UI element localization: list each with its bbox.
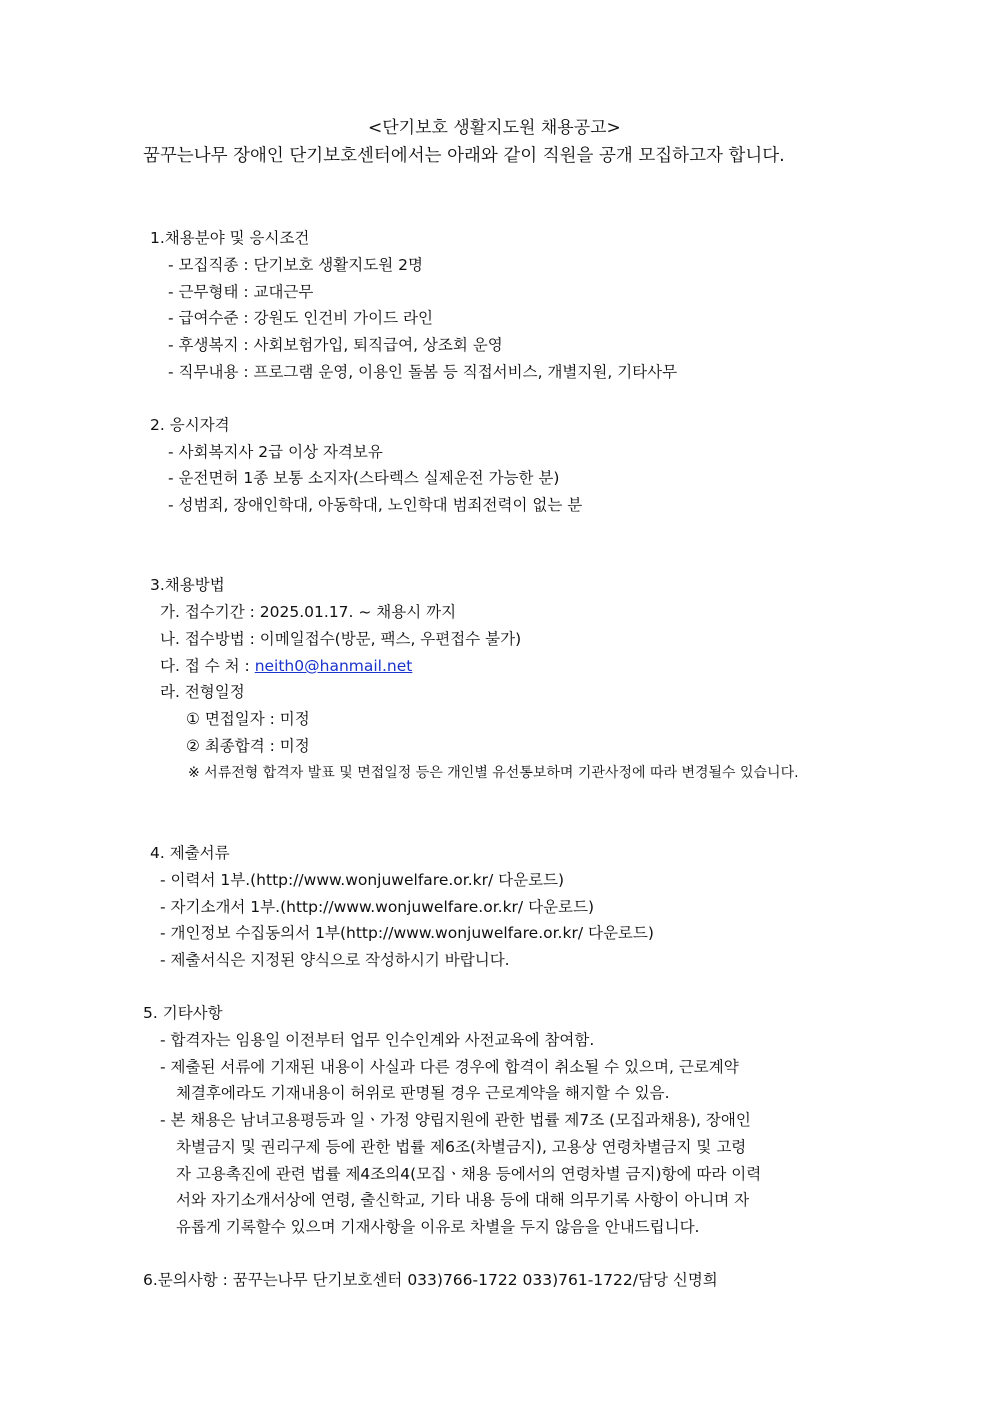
- section4-heading: 4. 제출서류: [150, 844, 230, 862]
- document-subtitle: 꿈꾸는나무 장애인 단기보호센터에서는 아래와 같이 직원을 공개 모집하고자 합니다.: [143, 146, 785, 166]
- section5-line: 서와 자기소개서상에 연령, 출신학교, 기타 내용 등에 대해 의무기록 사항이 아니며 자: [176, 1191, 750, 1209]
- section2-item: - 성범죄, 장애인학대, 아동학대, 노인학대 범죄전력이 없는 분: [168, 496, 583, 514]
- section4-item: - 개인정보 수집동의서 1부(http://www.wonjuwelfare.or.kr/ 다운로드): [160, 924, 654, 942]
- section2-heading: 2. 응시자격: [150, 416, 230, 434]
- section5-line: - 제출된 서류에 기재된 내용이 사실과 다른 경우에 합격이 취소될 수 있으며, 근로계약: [160, 1058, 739, 1076]
- section5-heading: 5. 기타사항: [143, 1004, 223, 1022]
- application-place-label: 다. 접 수 처 :: [160, 657, 255, 675]
- section1-item: - 후생복지 : 사회보험가입, 퇴직급여, 상조회 운영: [168, 336, 503, 354]
- section4-item: - 자기소개서 1부.(http://www.wonjuwelfare.or.kr/ 다운로드): [160, 898, 595, 916]
- section2-item: - 운전면허 1종 보통 소지자(스타렉스 실제운전 가능한 분): [168, 469, 560, 487]
- application-period: 가. 접수기간 : 2025.01.17. ~ 채용시 까지: [160, 603, 457, 621]
- section1-item: - 급여수준 : 강원도 인건비 가이드 라인: [168, 309, 433, 327]
- application-method: 나. 접수방법 : 이메일접수(방문, 팩스, 우편접수 불가): [160, 630, 522, 648]
- section5-line: - 합격자는 임용일 이전부터 업무 인수인계와 사전교육에 참여함.: [160, 1031, 595, 1049]
- section5-line: 유롭게 기록할수 있으며 기재사항을 이유로 차별을 두지 않음을 안내드립니다.: [176, 1218, 700, 1236]
- schedule-item: ① 면접일자 : 미정: [186, 710, 310, 728]
- section5-line: 체결후에라도 기재내용이 허위로 판명될 경우 근로계약을 해지할 수 있음.: [176, 1084, 670, 1102]
- contact-info: 6.문의사항 : 꿈꾸는나무 단기보호센터 033)766-1722 033)761-1722/담당 신명희: [143, 1271, 718, 1289]
- schedule-heading: 라. 전형일정: [160, 683, 245, 701]
- schedule-item: ② 최종합격 : 미정: [186, 737, 310, 755]
- section5-line: - 본 채용은 남녀고용평등과 일ㆍ가정 양립지원에 관한 법률 제7조 (모집과채용), 장애인: [160, 1111, 751, 1129]
- section4-item: - 이력서 1부.(http://www.wonjuwelfare.or.kr/ 다운로드): [160, 871, 565, 889]
- section5-line: 자 고용촉진에 관련 법률 제4조의4(모집ㆍ채용 등에서의 연령차별 금지)항에 따라 이력: [176, 1165, 762, 1183]
- section1-item: - 근무형태 : 교대근무: [168, 283, 314, 301]
- email-link[interactable]: neith0@hanmail.net: [254, 657, 413, 675]
- section1-item: - 직무내용 : 프로그램 운영, 이용인 돌봄 등 직접서비스, 개별지원, 기타사무: [168, 363, 678, 381]
- section2-item: - 사회복지사 2급 이상 자격보유: [168, 443, 383, 461]
- section1-heading: 1.채용분야 및 응시조건: [150, 229, 310, 247]
- document-title: <단기보호 생활지도원 채용공고>: [368, 118, 621, 138]
- section4-item: - 제출서식은 지정된 양식으로 작성하시기 바랍니다.: [160, 951, 510, 969]
- section1-item: - 모집직종 : 단기보호 생활지도원 2명: [168, 256, 423, 274]
- schedule-note: ※ 서류전형 합격자 발표 및 면접일정 등은 개인별 유선통보하며 기관사정에 따라 변경될수 있습니다.: [188, 765, 799, 781]
- section3-heading: 3.채용방법: [150, 576, 225, 594]
- section5-line: 차별금지 및 권리구제 등에 관한 법률 제6조(차별금지), 고용상 연령차별금지 및 고령: [176, 1138, 747, 1156]
- application-place: [160, 656, 412, 676]
